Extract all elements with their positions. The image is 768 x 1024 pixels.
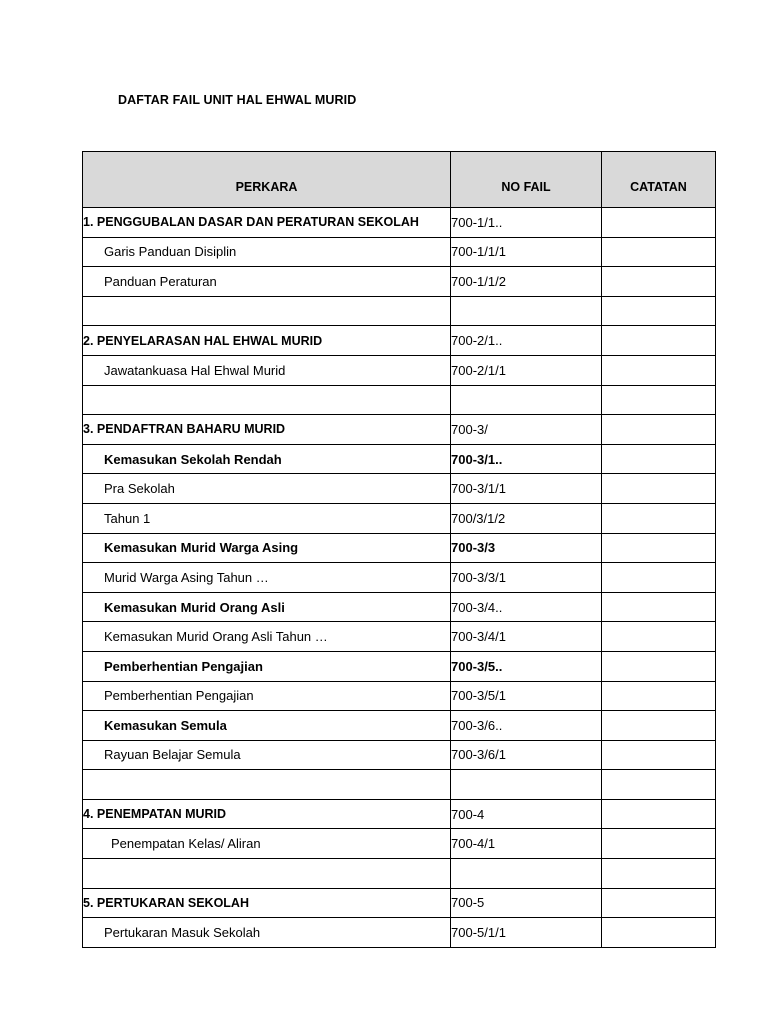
catatan-cell [602,296,716,326]
table-row [83,918,716,948]
no-fail-cell: 700-2/1.. [451,326,602,356]
no-fail-cell: 700-3/4.. [451,592,602,622]
no-fail-cell: 700-2/1/1 [451,355,602,385]
perkara-cell: Pra Sekolah [83,474,451,504]
no-fail-cell: 700-5 [451,888,602,918]
catatan-cell [602,385,716,415]
table-row [83,888,716,918]
table-row [83,444,716,474]
perkara-cell: Penempatan Kelas/ Aliran [83,829,451,859]
table-row [83,237,716,267]
catatan-cell [602,799,716,829]
no-fail-cell: 700-3/5.. [451,651,602,681]
no-fail-cell: 700-4/1 [451,829,602,859]
section-heading-cell: 5. PERTUKARAN SEKOLAH [83,888,451,918]
table-row [83,208,716,238]
no-fail-cell: 700-3/6.. [451,711,602,741]
catatan-cell [602,444,716,474]
no-fail-cell: 700-3/4/1 [451,622,602,652]
perkara-cell: Kemasukan Semula [83,711,451,741]
table-row [83,799,716,829]
catatan-cell [602,474,716,504]
table-row [83,267,716,297]
catatan-cell [602,533,716,563]
catatan-cell [602,888,716,918]
header-catatan: CATATAN [602,152,716,208]
no-fail-cell: 700-3/ [451,415,602,445]
catatan-cell [602,770,716,800]
no-fail-cell: 700-5/1/1 [451,918,602,948]
table-header-row [83,152,716,208]
perkara-cell: Pemberhentian Pengajian [83,681,451,711]
table-row [83,681,716,711]
section-heading-cell: 1. PENGGUBALAN DASAR DAN PERATURAN SEKOLAH [83,208,451,238]
file-register-table [82,151,716,948]
catatan-cell [602,563,716,593]
no-fail-cell [451,770,602,800]
table-row [83,326,716,356]
perkara-cell: Kemasukan Murid Warga Asing [83,533,451,563]
table-row [83,503,716,533]
perkara-cell: Pertukaran Masuk Sekolah [83,918,451,948]
table-row [83,355,716,385]
perkara-cell: Panduan Peraturan [83,267,451,297]
perkara-cell: Kemasukan Sekolah Rendah [83,444,451,474]
table-row [83,740,716,770]
table-row [83,474,716,504]
perkara-cell [83,296,451,326]
no-fail-cell: 700-1/1/2 [451,267,602,297]
catatan-cell [602,592,716,622]
catatan-cell [602,829,716,859]
blank-row [83,859,716,889]
perkara-cell [83,770,451,800]
blank-row [83,296,716,326]
perkara-cell [83,385,451,415]
table-row [83,415,716,445]
no-fail-cell: 700-1/1/1 [451,237,602,267]
table-body [83,208,716,948]
catatan-cell [602,681,716,711]
no-fail-cell: 700/3/1/2 [451,503,602,533]
no-fail-cell: 700-3/3/1 [451,563,602,593]
perkara-cell: Murid Warga Asing Tahun … [83,563,451,593]
header-perkara: PERKARA [83,152,451,208]
table-row [83,829,716,859]
perkara-cell: Jawatankuasa Hal Ehwal Murid [83,355,451,385]
no-fail-cell: 700-1/1.. [451,208,602,238]
perkara-cell: Rayuan Belajar Semula [83,740,451,770]
no-fail-cell: 700-3/3 [451,533,602,563]
no-fail-cell [451,296,602,326]
document-title: DAFTAR FAIL UNIT HAL EHWAL MURID [118,93,357,107]
perkara-cell: Tahun 1 [83,503,451,533]
catatan-cell [602,237,716,267]
table-row [83,651,716,681]
no-fail-cell: 700-3/1.. [451,444,602,474]
perkara-cell: Garis Panduan Disiplin [83,237,451,267]
catatan-cell [602,326,716,356]
perkara-cell: Kemasukan Murid Orang Asli Tahun … [83,622,451,652]
perkara-cell [83,859,451,889]
catatan-cell [602,415,716,445]
perkara-cell: Pemberhentian Pengajian [83,651,451,681]
no-fail-cell: 700-3/6/1 [451,740,602,770]
catatan-cell [602,859,716,889]
catatan-cell [602,918,716,948]
table-row [83,563,716,593]
catatan-cell [602,267,716,297]
table-row [83,592,716,622]
catatan-cell [602,740,716,770]
header-no-fail: NO FAIL [451,152,602,208]
catatan-cell [602,355,716,385]
table-row [83,533,716,563]
section-heading-cell: 4. PENEMPATAN MURID [83,799,451,829]
no-fail-cell: 700-4 [451,799,602,829]
table-row [83,711,716,741]
perkara-cell: Kemasukan Murid Orang Asli [83,592,451,622]
blank-row [83,385,716,415]
section-heading-cell: 3. PENDAFTRAN BAHARU MURID [83,415,451,445]
no-fail-cell [451,859,602,889]
catatan-cell [602,208,716,238]
no-fail-cell: 700-3/1/1 [451,474,602,504]
catatan-cell [602,503,716,533]
section-heading-cell: 2. PENYELARASAN HAL EHWAL MURID [83,326,451,356]
catatan-cell [602,711,716,741]
no-fail-cell [451,385,602,415]
catatan-cell [602,622,716,652]
table-row [83,622,716,652]
no-fail-cell: 700-3/5/1 [451,681,602,711]
catatan-cell [602,651,716,681]
blank-row [83,770,716,800]
